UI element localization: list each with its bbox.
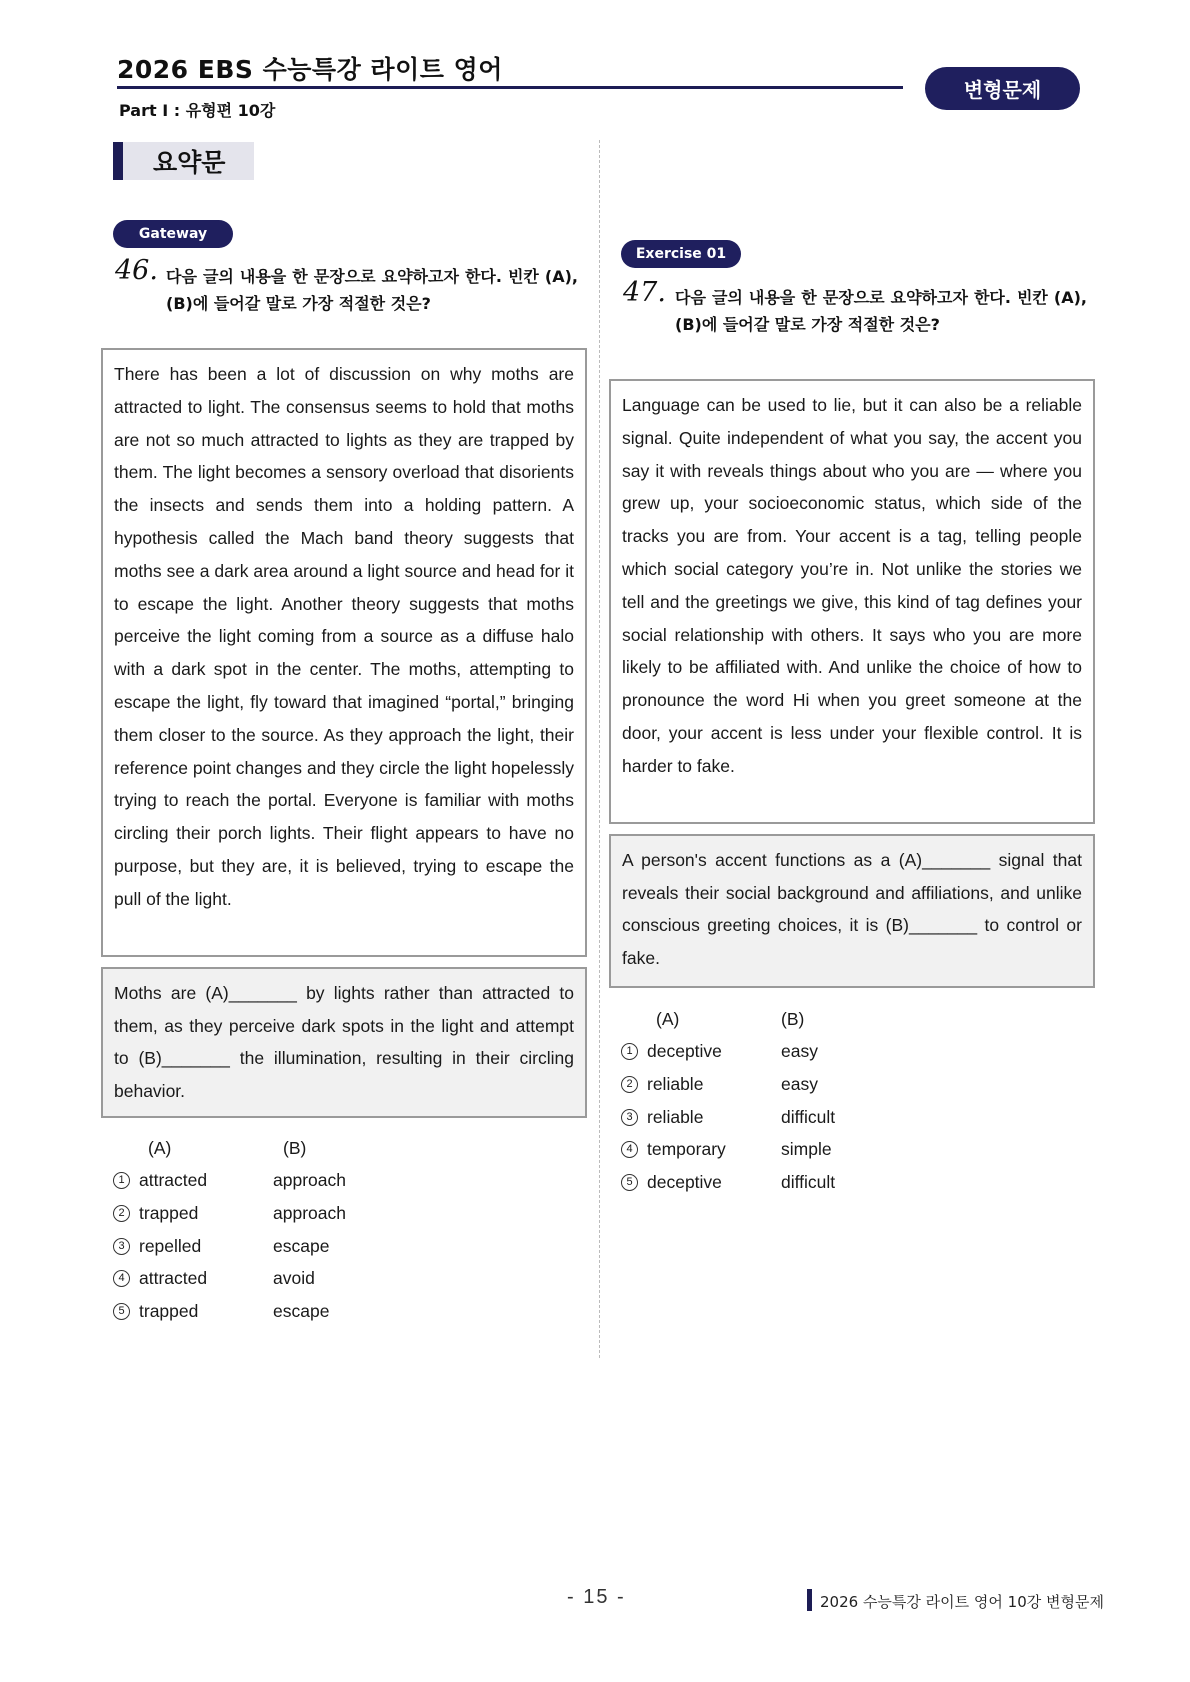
right-question-text: 다음 글의 내용을 한 문장으로 요약하고자 한다. 빈칸 (A), (B)에 들어갈 말로 가장 적절한 것은? [675, 288, 1087, 334]
left-choices-header [113, 1132, 433, 1165]
right-choice-5[interactable] [621, 1166, 941, 1199]
choice-a-text: reliable [647, 1106, 704, 1127]
left-tag-pill: Gateway [113, 220, 233, 248]
choice-a-text: temporary [647, 1139, 726, 1160]
right-question-number: 47. [623, 277, 666, 308]
circled-number-icon: 1 [621, 1043, 638, 1060]
choice-a-text: deceptive [647, 1171, 722, 1192]
header-rule [117, 86, 903, 89]
footer-accent-bar [807, 1589, 812, 1611]
circled-number-icon: 5 [113, 1303, 130, 1320]
document-subtitle: Part Ⅰ : 유형편 10강 [119, 101, 276, 120]
circled-number-icon: 5 [621, 1174, 638, 1191]
choice-b-text: easy [781, 1073, 818, 1094]
circled-number-icon: 2 [621, 1076, 638, 1093]
left-summary-text: Moths are (A)_______ by lights rather than attracted to them, as they perceive dark spots in the light and attempt to (B)_______ the illumination, resulting in their circling behavior. [114, 983, 574, 1101]
left-question-number: 46. [115, 255, 158, 286]
choice-b-text: escape [273, 1300, 330, 1321]
left-choice-5[interactable] [113, 1295, 433, 1328]
right-summary-text: A person's accent functions as a (A)_______ signal that reveals their social background and affiliations, and unlike conscious greeting choices, it is (B)_______ to control or fake. [622, 850, 1082, 968]
left-choice-4[interactable] [113, 1262, 433, 1295]
right-choices-header [621, 1003, 941, 1036]
choice-b-text: escape [273, 1235, 330, 1256]
right-choice-4[interactable] [621, 1133, 941, 1166]
left-choice-3[interactable] [113, 1230, 433, 1263]
left-question-text: 다음 글의 내용을 한 문장으로 요약하고자 한다. 빈칸 (A), (B)에 들어갈 말로 가장 적절한 것은? [166, 267, 578, 313]
choice-b-text: difficult [781, 1106, 836, 1127]
left-summary-box [101, 967, 587, 1118]
right-passage-text: Language can be used to lie, but it can also be a reliable signal. Quite independent of what you say, the accent you say it with reveals things about who you are — where you grew up, your socioeconomic status, which side of the tracks you are from. Your accent is a tag, telling people which social category you’re in. Not unlike the stories we tell and the greetings we give, this kind of tag defines your social relationship with others. It says who you are more likely to be affiliated with. And unlike the choice of how to pronounce the word Hi when you greet someone at the door, your accent is less under your flexible control. It is harder to fake. [622, 395, 1082, 776]
choice-b-text: simple [781, 1139, 832, 1160]
right-choice-1[interactable] [621, 1036, 941, 1069]
left-choice-2[interactable] [113, 1197, 433, 1230]
page-number: - 15 - [567, 1586, 626, 1608]
left-passage-box [101, 348, 587, 957]
choice-a-text: repelled [139, 1235, 202, 1256]
choice-b-text: approach [273, 1170, 346, 1191]
right-passage-box [609, 379, 1095, 824]
right-choice-2[interactable] [621, 1068, 941, 1101]
left-choices [113, 1132, 433, 1328]
choice-a-text: attracted [139, 1170, 208, 1191]
choice-a-text: reliable [647, 1073, 704, 1094]
section-label: 요약문 [123, 142, 254, 180]
footer-caption: 2026 수능특강 라이트 영어 10강 변형문제 [820, 1593, 1104, 1611]
circled-number-icon: 4 [113, 1270, 130, 1287]
right-choice-3[interactable] [621, 1101, 941, 1134]
right-summary-box [609, 834, 1095, 988]
choice-a-text: trapped [139, 1202, 199, 1223]
left-col-a-label: (A) [148, 1137, 172, 1158]
right-col-b-label: (B) [781, 1008, 805, 1029]
circled-number-icon: 3 [621, 1109, 638, 1126]
header-badge: 변형문제 [925, 67, 1080, 110]
left-passage-text: There has been a lot of discussion on why moths are attracted to light. The consensus seems to hold that moths are not so much attracted to lights as they are trapped by them. The light becomes a sensory overload that disorients the insects and sends them into a holding pattern. A hypothesis called the Mach band theory suggests that moths see a dark area around a light source and head for it to escape the light. Another theory suggests that moths perceive the light coming from a source as a diffuse halo with a dark spot in the center. The moths, attempting to escape the light, fly toward that imagined “portal,” bringing them closer to the source. As they approach the light, their reference point changes and they circle the light hopelessly trying to reach the portal. Everyone is familiar with moths circling their porch lights. Their flight appears to have no purpose, but they are, it is believed, trying to escape the pull of the light. [114, 364, 574, 909]
column-divider [599, 140, 600, 1358]
left-choice-1[interactable] [113, 1165, 433, 1198]
choice-a-text: deceptive [647, 1041, 722, 1062]
left-col-b-label: (B) [283, 1137, 307, 1158]
circled-number-icon: 2 [113, 1205, 130, 1222]
circled-number-icon: 1 [113, 1172, 130, 1189]
choice-b-text: easy [781, 1041, 818, 1062]
choice-b-text: approach [273, 1202, 346, 1223]
document-title: 2026 EBS 수능특강 라이트 영어 [117, 55, 503, 84]
choice-b-text: difficult [781, 1171, 836, 1192]
circled-number-icon: 4 [621, 1141, 638, 1158]
right-choices [621, 1003, 941, 1199]
choice-a-text: trapped [139, 1300, 199, 1321]
right-col-a-label: (A) [656, 1008, 680, 1029]
choice-b-text: avoid [273, 1268, 315, 1289]
circled-number-icon: 3 [113, 1238, 130, 1255]
right-tag-pill: Exercise 01 [621, 240, 741, 268]
section-accent-bar [113, 142, 123, 180]
choice-a-text: attracted [139, 1268, 208, 1289]
